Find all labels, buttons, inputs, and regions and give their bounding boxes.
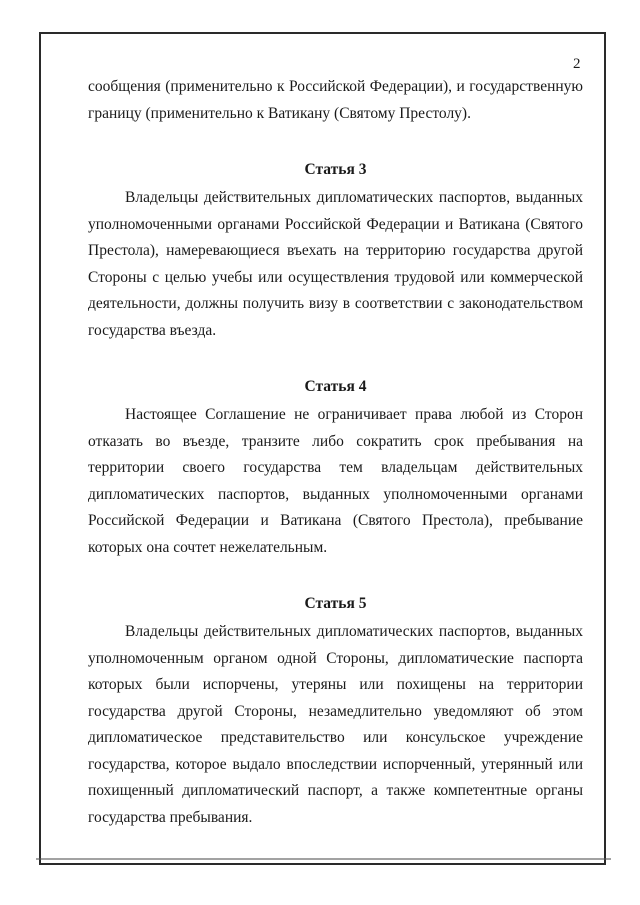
document-body <box>88 74 583 831</box>
article-4-heading: Статья 4 <box>304 378 367 395</box>
scan-artifact-line <box>36 858 611 860</box>
article-3-text: Владельцы действительных дипломатических паспортов, выданных уполномоченными органами Российской Федерации и Ватикана (Святого Престола), намеревающиеся въехать на территорию государства другой Стороны с целью учебы или осуществления трудовой или коммерческой деятельности, должны получить визу в соответствии с законодательством государства въезда. <box>88 189 583 339</box>
page-number: 2 <box>573 56 581 72</box>
article-5-text: Владельцы действительных дипломатических паспортов, выданных уполномоченным органом одной Стороны, дипломатические паспорта которых были испорчены, утеряны или похищены на территории государства другой Стороны, незамедлительно уведомляют об этом дипломатическое представительство или консульское учреждение государства, которое выдало впоследствии испорченный, утерянный или похищенный дипломатический паспорт, а также компетентные органы государства пребывания. <box>88 623 583 826</box>
article-4-text: Настоящее Соглашение не ограничивает права любой из Сторон отказать во въезде, транзите либо сократить срок пребывания на территории своего государства тем владельцам действительных дипломатических паспортов, выданных уполномоченными органами Российской Федерации и Ватикана (Святого Престола), пребывание которых она сочтет нежелательным. <box>88 406 583 556</box>
article-5-heading: Статья 5 <box>304 595 367 612</box>
article-3-heading: Статья 3 <box>304 161 367 178</box>
continuation-paragraph: сообщения (применительно к Российской Федерации), и государственную границу (применительно к Ватикану (Святому Престолу). <box>88 78 583 122</box>
